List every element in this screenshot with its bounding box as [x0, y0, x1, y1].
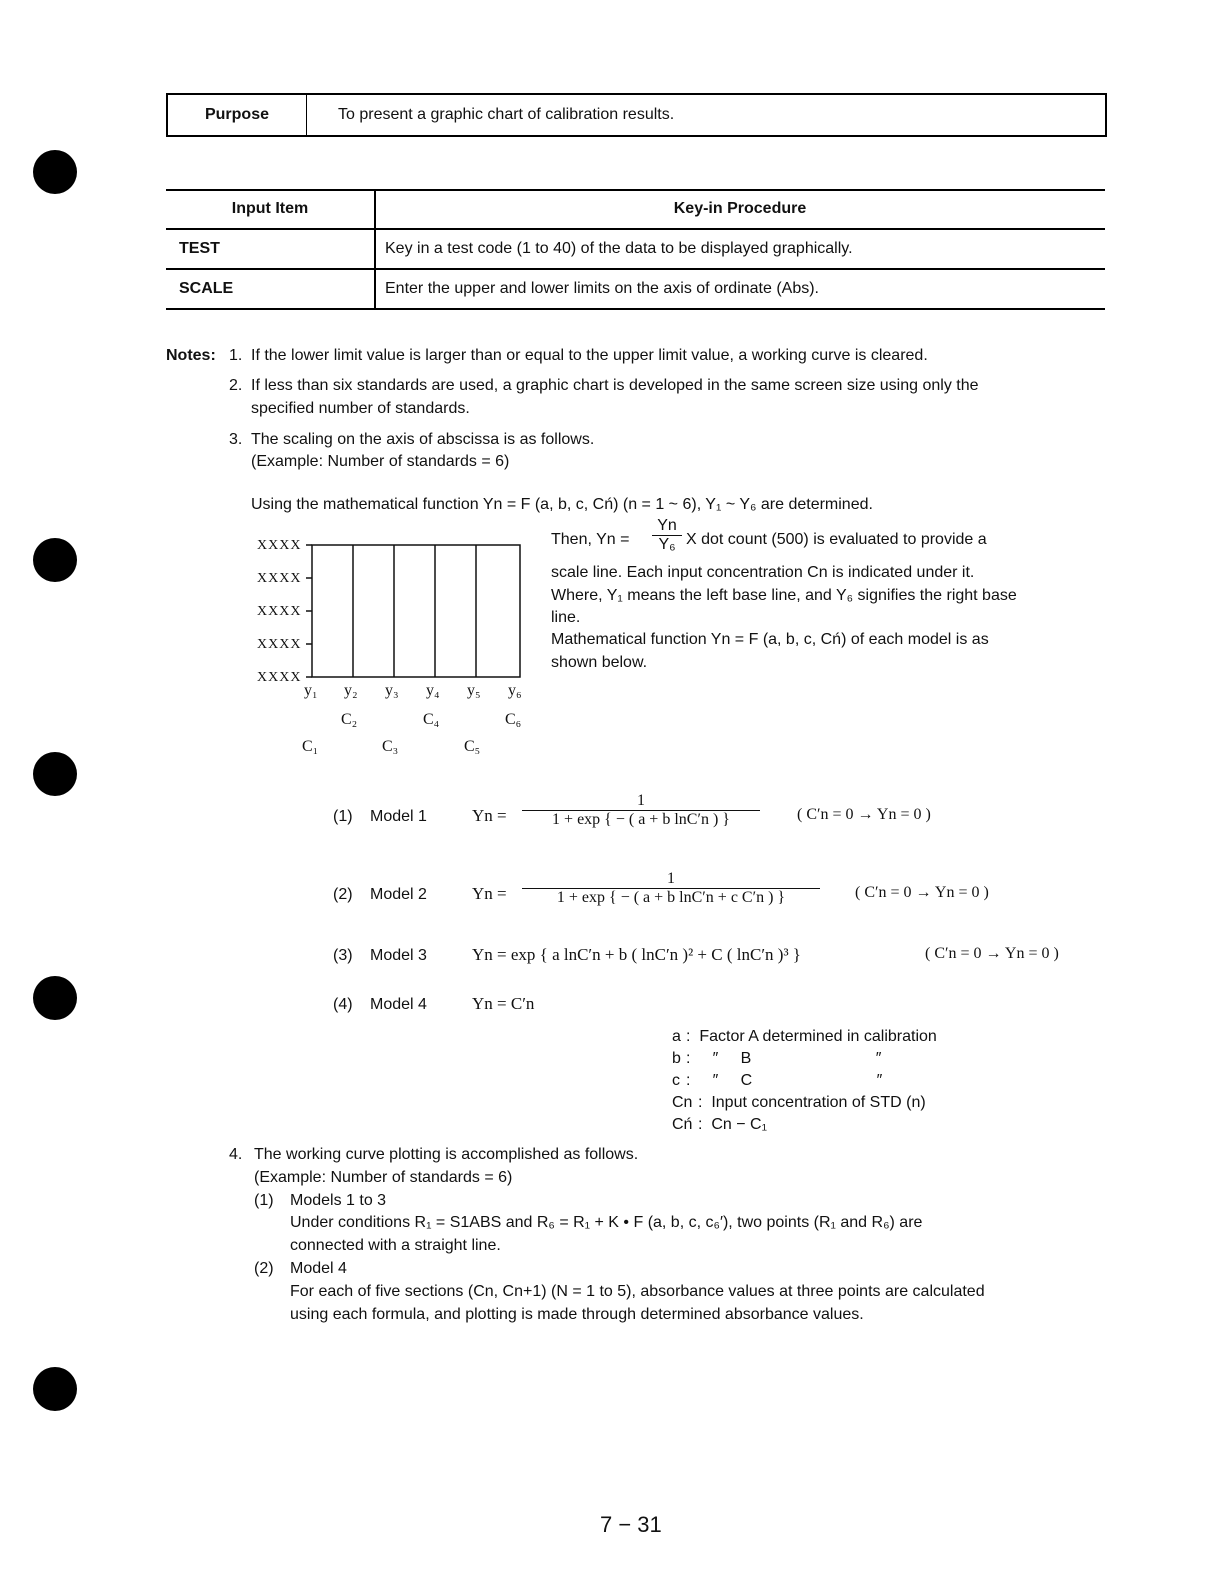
- model-number: (2): [333, 886, 353, 903]
- desc-line: line.: [551, 609, 581, 626]
- model-name: Model 4: [370, 996, 427, 1013]
- table-cell-procedure: Key in a test code (1 to 40) of the data to be displayed graphically.: [385, 240, 853, 257]
- y-tick-label: XXXX: [257, 538, 302, 553]
- y-tick-label: XXXX: [257, 637, 302, 652]
- purpose-box: [166, 93, 1107, 137]
- table-cell-item: SCALE: [179, 280, 234, 297]
- then-suffix: X dot count (500) is evaluated to provide a: [686, 531, 987, 548]
- model-denominator: 1 + exp { − ( a + b lnC′n ) }: [522, 810, 760, 829]
- desc-line: Mathematical function Yn = F (a, b, c, Cń) of each model is as: [551, 631, 989, 648]
- note-3-line2: (Example: Number of standards = 6): [251, 453, 510, 470]
- note-2-line2: specified number of standards.: [251, 400, 470, 417]
- desc-line: scale line. Each input concentration Cn is indicated under it.: [551, 564, 975, 581]
- scale-grid: [300, 540, 524, 682]
- notes-label: Notes:: [166, 347, 216, 364]
- desc-line: shown below.: [551, 654, 648, 671]
- x-label-y3: y₃: [385, 682, 399, 699]
- legend-symbol: Cn: [672, 1094, 693, 1111]
- y-tick-label: XXXX: [257, 571, 302, 586]
- page-number: 7 − 31: [600, 1512, 662, 1537]
- legend-symbol: a: [672, 1028, 681, 1045]
- model-name: Model 1: [370, 808, 427, 825]
- model-number: (3): [333, 947, 353, 964]
- legend-text: : ″ C ″: [686, 1072, 883, 1089]
- x-label-y4: y₄: [426, 682, 440, 699]
- c-label: C₁: [302, 738, 319, 755]
- note-number: 3.: [229, 431, 243, 448]
- purpose-text: To present a graphic chart of calibration results.: [338, 106, 675, 123]
- sub-text: using each formula, and plotting is made through determined absorbance values.: [290, 1306, 864, 1323]
- using-line: Using the mathematical function Yn = F (a, b, c, Cń) (n = 1 ~ 6), Y₁ ~ Y₆ are determined.: [251, 496, 873, 513]
- model-numerator: 1: [637, 792, 645, 809]
- note-3-line1: The scaling on the axis of abscissa is as follows.: [251, 431, 595, 448]
- then-prefix: Then, Yn =: [551, 531, 630, 548]
- c-label: C₂: [341, 711, 358, 728]
- model-condition: ( C′n = 0 → Yn = 0 ): [797, 806, 931, 823]
- model-name: Model 3: [370, 947, 427, 964]
- model-name: Model 2: [370, 886, 427, 903]
- x-label-y6: y₆: [508, 682, 522, 699]
- c-label: C₆: [505, 711, 522, 728]
- desc-line: Where, Y₁ means the left base line, and Y₆ signifies the right base: [551, 587, 1017, 604]
- note-2-line1: If less than six standards are used, a graphic chart is developed in the same screen size using only the: [251, 377, 979, 394]
- x-label-y2: y₂: [344, 682, 358, 699]
- then-fraction: [652, 517, 682, 554]
- model-condition: ( C′n = 0 → Yn = 0 ): [925, 945, 1059, 962]
- y-tick-label: XXXX: [257, 604, 302, 619]
- note-number: 2.: [229, 377, 243, 394]
- model-numerator: 1: [667, 870, 675, 887]
- binder-hole: [33, 752, 77, 796]
- legend-symbol: Cń: [672, 1116, 693, 1133]
- table-header-input-item: Input Item: [231, 200, 309, 217]
- then-denominator: Y₆: [652, 535, 682, 554]
- model-condition: ( C′n = 0 → Yn = 0 ): [855, 884, 989, 901]
- binder-hole: [33, 150, 77, 194]
- sub-title: Model 4: [290, 1260, 347, 1277]
- model-fraction: [522, 870, 820, 907]
- legend-text: : ″ B ″: [686, 1050, 882, 1067]
- grid-frame: [312, 545, 520, 677]
- table-cell-item: TEST: [179, 240, 220, 257]
- model-formula: Yn = exp { a lnC′n + b ( lnC′n )² + C ( lnC′n )³ }: [472, 945, 801, 964]
- y-tick-label: XXXX: [257, 670, 302, 685]
- legend-symbol: c: [672, 1072, 680, 1089]
- legend-text: : Factor A determined in calibration: [686, 1028, 937, 1045]
- binder-hole: [33, 976, 77, 1020]
- table-cell-procedure: Enter the upper and lower limits on the axis of ordinate (Abs).: [385, 280, 819, 297]
- c-label: C₃: [382, 738, 399, 755]
- then-numerator: Yn: [657, 517, 677, 534]
- sub-number: (2): [254, 1260, 274, 1277]
- sub-text: connected with a straight line.: [290, 1237, 501, 1254]
- model-number: (1): [333, 808, 353, 825]
- model-formula: Yn = C′n: [472, 994, 535, 1013]
- c-label: C₄: [423, 711, 440, 728]
- model-lhs: Yn =: [472, 884, 507, 903]
- sub-title: Models 1 to 3: [290, 1192, 387, 1209]
- x-label-y5: y₅: [467, 682, 481, 699]
- binder-hole: [33, 1367, 77, 1411]
- sub-number: (1): [254, 1192, 274, 1209]
- legend-text: : Cn − C₁: [698, 1116, 767, 1133]
- binder-hole: [33, 538, 77, 582]
- x-label-y1: y₁: [304, 682, 318, 699]
- legend-text: : Input concentration of STD (n): [698, 1094, 926, 1111]
- table-header-key-in: Key-in Procedure: [673, 200, 807, 217]
- note-number: 4.: [229, 1146, 243, 1163]
- model-lhs: Yn =: [472, 806, 507, 825]
- note-1: If the lower limit value is larger than or equal to the upper limit value, a working curve is cleared.: [251, 347, 928, 364]
- note-4-line2: (Example: Number of standards = 6): [254, 1169, 513, 1186]
- legend-symbol: b: [672, 1050, 681, 1067]
- purpose-label: Purpose: [168, 95, 307, 135]
- note-4-line1: The working curve plotting is accomplished as follows.: [254, 1146, 639, 1163]
- note-number: 1.: [229, 347, 243, 364]
- model-denominator: 1 + exp { − ( a + b lnC′n + c C′n ) }: [522, 888, 820, 907]
- model-fraction: [522, 792, 760, 829]
- sub-text: For each of five sections (Cn, Cn+1) (N = 1 to 5), absorbance values at three points are calculated: [290, 1283, 985, 1300]
- c-label: C₅: [464, 738, 481, 755]
- model-number: (4): [333, 996, 353, 1013]
- sub-text: Under conditions R₁ = S1ABS and R₆ = R₁ + K • F (a, b, c, c₆′), two points (R₁ and R₆) are: [290, 1214, 923, 1231]
